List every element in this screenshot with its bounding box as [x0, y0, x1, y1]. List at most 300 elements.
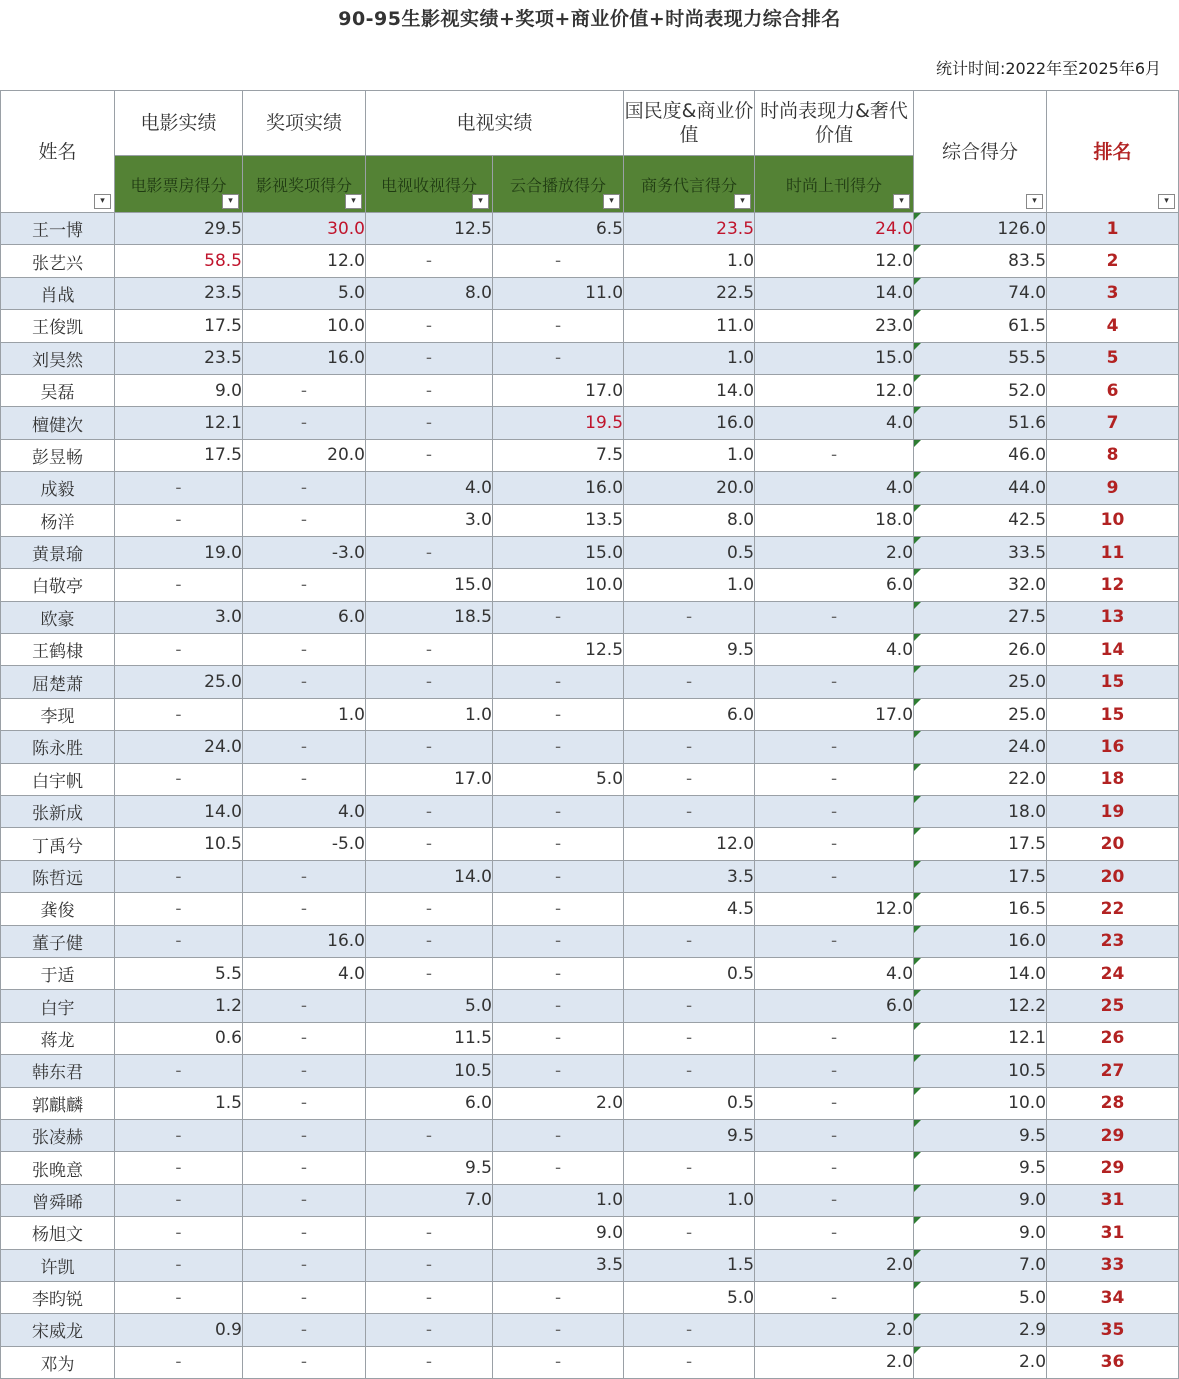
cell-score: -	[755, 1055, 914, 1087]
cell-rank: 6	[1047, 374, 1179, 406]
formula-marker-icon	[914, 1314, 921, 1321]
table-row	[1, 634, 1179, 666]
cell-name: 邓为	[1, 1346, 115, 1378]
cell-score: 1.0	[624, 569, 755, 601]
cell-score: -5.0	[243, 828, 366, 860]
cell-total: 17.5	[914, 828, 1047, 860]
subheader-0: 电影票房得分 ▾	[115, 156, 243, 213]
cell-score: -	[624, 1022, 755, 1054]
cell-score: -	[115, 634, 243, 666]
cell-score: 5.0	[366, 990, 493, 1022]
cell-rank: 3	[1047, 277, 1179, 309]
table-row	[1, 1184, 1179, 1216]
cell-rank: 12	[1047, 569, 1179, 601]
cell-score: 15.0	[493, 536, 624, 568]
cell-name: 陈哲远	[1, 860, 115, 892]
cell-score: 12.5	[366, 213, 493, 245]
cell-score: -	[624, 1217, 755, 1249]
cell-score: 0.5	[624, 1087, 755, 1119]
cell-score: -	[366, 796, 493, 828]
formula-marker-icon	[914, 1152, 921, 1159]
cell-score: 2.0	[755, 1249, 914, 1281]
formula-marker-icon	[914, 666, 921, 673]
cell-score: -	[624, 1314, 755, 1346]
cell-total: 2.9	[914, 1314, 1047, 1346]
cell-score: -	[624, 731, 755, 763]
table-row	[1, 374, 1179, 406]
formula-marker-icon	[914, 569, 921, 576]
cell-score: 12.0	[755, 245, 914, 277]
cell-score: 4.0	[755, 957, 914, 989]
cell-score: -	[493, 1152, 624, 1184]
group-awards: 奖项实绩	[243, 91, 366, 156]
cell-score: -	[493, 796, 624, 828]
table-row	[1, 957, 1179, 989]
cell-score: -	[624, 763, 755, 795]
cell-score: 7.0	[366, 1184, 493, 1216]
cell-score: -	[243, 1087, 366, 1119]
cell-score: 4.0	[755, 634, 914, 666]
formula-marker-icon	[914, 213, 921, 220]
table-row	[1, 1346, 1179, 1378]
filter-dropdown-icon[interactable]: ▾	[603, 194, 620, 209]
cell-score: 24.0	[115, 731, 243, 763]
cell-score: -	[115, 1346, 243, 1378]
table-row	[1, 893, 1179, 925]
cell-name: 肖战	[1, 277, 115, 309]
cell-rank: 11	[1047, 536, 1179, 568]
cell-score: 15.0	[366, 569, 493, 601]
table-row	[1, 1022, 1179, 1054]
cell-rank: 28	[1047, 1087, 1179, 1119]
cell-name: 蒋龙	[1, 1022, 115, 1054]
cell-score: 10.5	[366, 1055, 493, 1087]
filter-dropdown-icon[interactable]: ▾	[472, 194, 489, 209]
cell-score: -	[755, 731, 914, 763]
cell-score: -	[366, 536, 493, 568]
cell-score: 10.0	[493, 569, 624, 601]
cell-score: -	[243, 374, 366, 406]
cell-score: -	[115, 763, 243, 795]
cell-score: 4.0	[243, 796, 366, 828]
cell-score: -	[755, 763, 914, 795]
cell-score: 11.5	[366, 1022, 493, 1054]
cell-score: -	[755, 1022, 914, 1054]
page-title: 90-95生影视实绩+奖项+商业价值+时尚表现力综合排名	[338, 8, 841, 30]
cell-rank: 18	[1047, 763, 1179, 795]
cell-score: 17.5	[115, 439, 243, 471]
cell-score: 23.5	[115, 277, 243, 309]
cell-score: -	[243, 1217, 366, 1249]
cell-name: 王一博	[1, 213, 115, 245]
table-row	[1, 925, 1179, 957]
cell-score: -	[115, 893, 243, 925]
cell-name: 白敬亭	[1, 569, 115, 601]
cell-name: 龚俊	[1, 893, 115, 925]
subheader-5: 时尚上刊得分 ▾	[755, 156, 914, 213]
cell-score: 17.0	[366, 763, 493, 795]
cell-score: -	[755, 1119, 914, 1151]
table-row	[1, 731, 1179, 763]
formula-marker-icon	[914, 1088, 921, 1095]
cell-score: 12.5	[493, 634, 624, 666]
cell-rank: 2	[1047, 245, 1179, 277]
cell-rank: 22	[1047, 893, 1179, 925]
cell-total: 44.0	[914, 472, 1047, 504]
table-row	[1, 1249, 1179, 1281]
cell-total: 24.0	[914, 731, 1047, 763]
cell-name: 张凌赫	[1, 1119, 115, 1151]
cell-score: 9.0	[493, 1217, 624, 1249]
cell-total: 46.0	[914, 439, 1047, 471]
cell-score: -	[755, 601, 914, 633]
cell-name: 宋威龙	[1, 1314, 115, 1346]
cell-score: -	[243, 1055, 366, 1087]
filter-dropdown-icon[interactable]: ▾	[893, 194, 910, 209]
cell-score: 9.0	[115, 374, 243, 406]
formula-marker-icon	[914, 1282, 921, 1289]
cell-score: -	[243, 1184, 366, 1216]
table-row	[1, 245, 1179, 277]
cell-score: 18.5	[366, 601, 493, 633]
cell-score: 5.0	[493, 763, 624, 795]
formula-marker-icon	[914, 505, 921, 512]
cell-total: 51.6	[914, 407, 1047, 439]
cell-score: -	[755, 925, 914, 957]
cell-score: -	[366, 731, 493, 763]
cell-score: -	[755, 860, 914, 892]
cell-score: 4.5	[624, 893, 755, 925]
header-rank: 排名 ▾	[1047, 91, 1179, 213]
filter-dropdown-icon[interactable]: ▾	[1026, 194, 1043, 209]
cell-total: 27.5	[914, 601, 1047, 633]
cell-score: -	[366, 666, 493, 698]
cell-name: 于适	[1, 957, 115, 989]
cell-score: -	[366, 634, 493, 666]
formula-marker-icon	[914, 375, 921, 382]
cell-score: 2.0	[493, 1087, 624, 1119]
cell-name: 李现	[1, 698, 115, 730]
cell-score: 23.5	[624, 213, 755, 245]
cell-score: -	[624, 1055, 755, 1087]
header-total: 综合得分 ▾	[914, 91, 1047, 213]
cell-score: -	[755, 796, 914, 828]
filter-dropdown-icon[interactable]: ▾	[1158, 194, 1175, 209]
subheader-1: 影视奖项得分 ▾	[243, 156, 366, 213]
group-tv: 电视实绩	[366, 91, 624, 156]
cell-score: -	[493, 731, 624, 763]
cell-name: 刘昊然	[1, 342, 115, 374]
cell-score: 12.0	[755, 374, 914, 406]
table-row	[1, 213, 1179, 245]
cell-total: 26.0	[914, 634, 1047, 666]
cell-score: 13.5	[493, 504, 624, 536]
cell-total: 32.0	[914, 569, 1047, 601]
table-row	[1, 439, 1179, 471]
cell-rank: 31	[1047, 1217, 1179, 1249]
table-row	[1, 1055, 1179, 1087]
formula-marker-icon	[914, 699, 921, 706]
cell-score: 6.5	[493, 213, 624, 245]
cell-rank: 19	[1047, 796, 1179, 828]
formula-marker-icon	[914, 796, 921, 803]
cell-score: 4.0	[243, 957, 366, 989]
cell-score: -	[755, 1087, 914, 1119]
formula-marker-icon	[914, 310, 921, 317]
cell-score: -	[243, 634, 366, 666]
cell-name: 黄景瑜	[1, 536, 115, 568]
formula-marker-icon	[914, 731, 921, 738]
cell-score: 2.0	[755, 1346, 914, 1378]
filter-dropdown-icon[interactable]: ▾	[345, 194, 362, 209]
cell-name: 白宇帆	[1, 763, 115, 795]
cell-score: 12.0	[243, 245, 366, 277]
cell-rank: 31	[1047, 1184, 1179, 1216]
cell-score: 17.0	[493, 374, 624, 406]
cell-score: -	[493, 1055, 624, 1087]
cell-score: -	[493, 1346, 624, 1378]
cell-rank: 36	[1047, 1346, 1179, 1378]
cell-score: 0.5	[624, 536, 755, 568]
cell-rank: 4	[1047, 310, 1179, 342]
table-row	[1, 796, 1179, 828]
cell-score: 0.5	[624, 957, 755, 989]
cell-score: -	[755, 1217, 914, 1249]
cell-score: -	[366, 1249, 493, 1281]
cell-score: 14.0	[366, 860, 493, 892]
cell-score: -	[366, 245, 493, 277]
table-row	[1, 828, 1179, 860]
cell-score: -	[366, 1346, 493, 1378]
cell-score: 3.0	[115, 601, 243, 633]
cell-score: -	[493, 698, 624, 730]
cell-name: 曾舜晞	[1, 1184, 115, 1216]
cell-score: 4.0	[755, 472, 914, 504]
cell-score: 8.0	[624, 504, 755, 536]
cell-total: 12.2	[914, 990, 1047, 1022]
cell-score: 9.5	[624, 1119, 755, 1151]
cell-score: 9.5	[624, 634, 755, 666]
cell-score: -	[115, 1055, 243, 1087]
cell-score: -	[755, 828, 914, 860]
cell-score: -	[493, 310, 624, 342]
cell-score: 25.0	[115, 666, 243, 698]
cell-score: -	[366, 893, 493, 925]
formula-marker-icon	[914, 440, 921, 447]
cell-score: -	[115, 504, 243, 536]
cell-score: 11.0	[624, 310, 755, 342]
cell-score: 30.0	[243, 213, 366, 245]
cell-rank: 35	[1047, 1314, 1179, 1346]
table-row	[1, 1087, 1179, 1119]
cell-name: 张晚意	[1, 1152, 115, 1184]
cell-name: 欧豪	[1, 601, 115, 633]
formula-marker-icon	[914, 537, 921, 544]
cell-total: 42.5	[914, 504, 1047, 536]
formula-marker-icon	[914, 1055, 921, 1062]
formula-marker-icon	[914, 926, 921, 933]
cell-score: 1.0	[624, 1184, 755, 1216]
cell-score: -	[493, 990, 624, 1022]
cell-score: -	[115, 1281, 243, 1313]
cell-score: -	[115, 925, 243, 957]
cell-score: -	[366, 342, 493, 374]
formula-marker-icon	[914, 828, 921, 835]
cell-rank: 14	[1047, 634, 1179, 666]
cell-score: 10.5	[115, 828, 243, 860]
cell-score: -	[755, 1152, 914, 1184]
cell-name: 韩东君	[1, 1055, 115, 1087]
cell-total: 10.5	[914, 1055, 1047, 1087]
formula-marker-icon	[914, 1217, 921, 1224]
cell-rank: 25	[1047, 990, 1179, 1022]
table-row	[1, 536, 1179, 568]
cell-score: 20.0	[243, 439, 366, 471]
cell-score: 1.0	[624, 245, 755, 277]
cell-score: 19.0	[115, 536, 243, 568]
formula-marker-icon	[914, 1347, 921, 1354]
cell-score: 11.0	[493, 277, 624, 309]
cell-rank: 20	[1047, 860, 1179, 892]
table-row	[1, 1281, 1179, 1313]
subheader-2: 电视收视得分 ▾	[366, 156, 493, 213]
cell-score: -	[755, 1184, 914, 1216]
cell-score: 1.5	[115, 1087, 243, 1119]
table-row	[1, 698, 1179, 730]
cell-score: -	[366, 1314, 493, 1346]
cell-score: -	[366, 439, 493, 471]
cell-total: 25.0	[914, 698, 1047, 730]
cell-total: 22.0	[914, 763, 1047, 795]
formula-marker-icon	[914, 893, 921, 900]
cell-rank: 16	[1047, 731, 1179, 763]
cell-score: 12.0	[624, 828, 755, 860]
cell-name: 许凯	[1, 1249, 115, 1281]
formula-marker-icon	[914, 407, 921, 414]
filter-dropdown-icon[interactable]: ▾	[94, 194, 111, 209]
cell-score: -	[243, 569, 366, 601]
filter-dropdown-icon[interactable]: ▾	[734, 194, 751, 209]
cell-score: 14.0	[755, 277, 914, 309]
cell-score: -	[115, 860, 243, 892]
cell-score: -	[366, 828, 493, 860]
cell-score: -	[493, 245, 624, 277]
cell-score: -	[115, 698, 243, 730]
cell-score: -3.0	[243, 536, 366, 568]
cell-score: -	[624, 990, 755, 1022]
cell-total: 17.5	[914, 860, 1047, 892]
cell-rank: 7	[1047, 407, 1179, 439]
cell-score: 1.5	[624, 1249, 755, 1281]
cell-score: -	[243, 1022, 366, 1054]
table-row	[1, 1314, 1179, 1346]
formula-marker-icon	[914, 990, 921, 997]
cell-rank: 10	[1047, 504, 1179, 536]
cell-score: -	[115, 1249, 243, 1281]
cell-score: 18.0	[755, 504, 914, 536]
cell-rank: 5	[1047, 342, 1179, 374]
cell-score: -	[243, 893, 366, 925]
cell-score: -	[243, 731, 366, 763]
cell-rank: 29	[1047, 1152, 1179, 1184]
table-row	[1, 569, 1179, 601]
cell-rank: 13	[1047, 601, 1179, 633]
cell-score: -	[243, 990, 366, 1022]
cell-score: -	[493, 957, 624, 989]
cell-score: 16.0	[243, 925, 366, 957]
cell-rank: 9	[1047, 472, 1179, 504]
cell-score: 1.2	[115, 990, 243, 1022]
cell-rank: 20	[1047, 828, 1179, 860]
cell-name: 张艺兴	[1, 245, 115, 277]
cell-total: 10.0	[914, 1087, 1047, 1119]
table-row	[1, 666, 1179, 698]
cell-score: -	[624, 666, 755, 698]
cell-score: -	[243, 1281, 366, 1313]
cell-total: 25.0	[914, 666, 1047, 698]
cell-score: 15.0	[755, 342, 914, 374]
cell-score: 1.0	[243, 698, 366, 730]
cell-score: -	[624, 1346, 755, 1378]
cell-score: -	[115, 472, 243, 504]
table-row	[1, 277, 1179, 309]
cell-total: 18.0	[914, 796, 1047, 828]
cell-score: 5.0	[243, 277, 366, 309]
cell-score: 17.5	[115, 310, 243, 342]
table-row	[1, 601, 1179, 633]
cell-score: 24.0	[755, 213, 914, 245]
cell-score: 0.6	[115, 1022, 243, 1054]
cell-score: -	[366, 1281, 493, 1313]
cell-rank: 23	[1047, 925, 1179, 957]
cell-total: 9.5	[914, 1119, 1047, 1151]
cell-score: 9.5	[366, 1152, 493, 1184]
cell-score: -	[493, 1022, 624, 1054]
cell-score: 8.0	[366, 277, 493, 309]
cell-score: 3.5	[624, 860, 755, 892]
cell-score: -	[493, 893, 624, 925]
cell-score: -	[243, 1314, 366, 1346]
cell-score: 22.5	[624, 277, 755, 309]
cell-score: -	[493, 342, 624, 374]
cell-score: -	[243, 504, 366, 536]
filter-dropdown-icon[interactable]: ▾	[222, 194, 239, 209]
cell-name: 李昀锐	[1, 1281, 115, 1313]
cell-score: -	[624, 796, 755, 828]
table-row	[1, 763, 1179, 795]
cell-score: -	[493, 1119, 624, 1151]
cell-score: -	[243, 1249, 366, 1281]
cell-score: 19.5	[493, 407, 624, 439]
cell-score: 1.0	[624, 342, 755, 374]
group-commercial: 国民度&商业价值	[624, 91, 755, 156]
cell-score: -	[493, 925, 624, 957]
cell-score: -	[624, 1152, 755, 1184]
formula-marker-icon	[914, 861, 921, 868]
table-row	[1, 504, 1179, 536]
cell-score: 6.0	[243, 601, 366, 633]
cell-name: 白宇	[1, 990, 115, 1022]
table-row	[1, 1119, 1179, 1151]
formula-marker-icon	[914, 602, 921, 609]
cell-score: 3.5	[493, 1249, 624, 1281]
cell-score: 4.0	[755, 407, 914, 439]
cell-score: -	[366, 407, 493, 439]
cell-total: 33.5	[914, 536, 1047, 568]
cell-rank: 27	[1047, 1055, 1179, 1087]
cell-score: -	[243, 1346, 366, 1378]
formula-marker-icon	[914, 634, 921, 641]
